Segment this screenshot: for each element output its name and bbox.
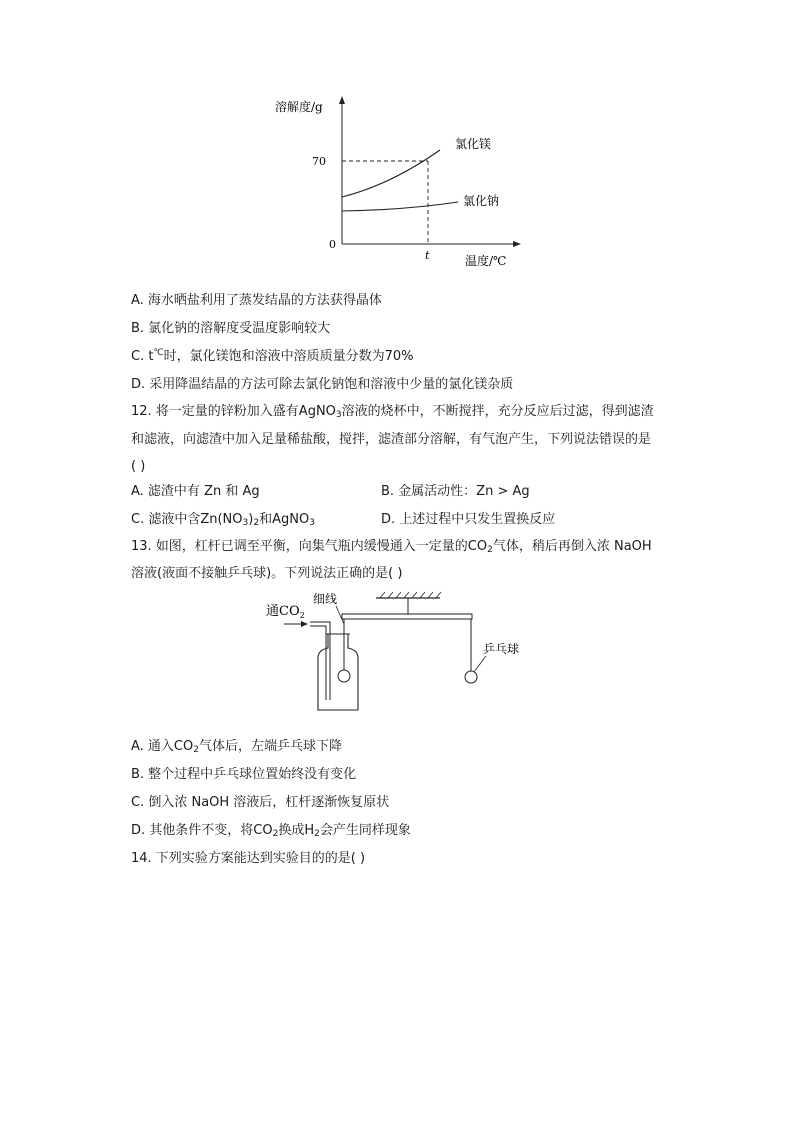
q12-line1-sub: 3 xyxy=(335,410,342,420)
ball-label: 乒乓球 xyxy=(483,642,520,656)
q13-option-d xyxy=(131,822,411,840)
tick-70: 70 xyxy=(312,155,326,168)
q13-line1-post: 气体，稍后再倒入浓 NaOH xyxy=(492,539,652,554)
q12-c-sub3: 3 xyxy=(309,518,315,528)
right-ping-pong-ball xyxy=(465,671,477,683)
q12-option-b: B. 金属活动性：Zn > Ag xyxy=(381,484,530,499)
q12-line3: ( ) xyxy=(131,459,146,474)
q12-line1-post: 溶液的烧杯中，不断搅拌，充分反应后过滤，得到滤渣 xyxy=(341,404,654,419)
q13-a-sub: 2 xyxy=(193,745,199,755)
q13-d-sub: 2 xyxy=(272,829,279,839)
q12-c-mid: ) xyxy=(248,512,254,527)
y-axis-arrow xyxy=(339,96,345,104)
q12-line1 xyxy=(131,403,654,421)
thread-label: 细线 xyxy=(313,592,338,606)
q12-line1-pre: 12. 将一定量的锌粉加入盛有AgNO xyxy=(131,404,336,419)
q12-c-pre: C. 滤液中含Zn(NO xyxy=(131,512,243,527)
q12-c-sub2: 2 xyxy=(253,518,260,528)
solubility-graph xyxy=(265,90,535,272)
co2-label xyxy=(266,604,305,620)
q12-option-c xyxy=(131,511,315,529)
co2-label-pre: 通CO xyxy=(266,604,300,619)
co2-label-sub: 2 xyxy=(299,611,305,620)
lever-bar xyxy=(342,614,472,619)
q11-option-b: B. 氯化钠的溶解度受温度影响较大 xyxy=(131,321,331,336)
q12-line2: 和滤液，向滤渣中加入足量稀盐酸，搅拌，滤渣部分溶解，有气泡产生，下列说法错误的是 xyxy=(131,432,652,447)
q11-c-post: 时，氯化镁饱和溶液中溶质质量分数为70% xyxy=(163,349,414,364)
q12-option-a: A. 滤渣中有 Zn 和 Ag xyxy=(131,484,260,499)
q13-line1 xyxy=(131,538,652,556)
ball-pointer xyxy=(474,656,486,672)
q12-option-d: D. 上述过程中只发生置换反应 xyxy=(381,512,556,527)
gas-bottle xyxy=(318,634,358,710)
q13-line2: 溶液(液面不接触乒乓球)。下列说法正确的是( ) xyxy=(131,566,403,581)
x-axis-arrow xyxy=(513,241,521,247)
q13-option-b: B. 整个过程中乒乓球位置始终没有变化 xyxy=(131,767,357,782)
y-axis-label: 溶解度/g xyxy=(275,100,323,114)
q13-line1-pre: 13. 如图，杠杆已调至平衡，向集气瓶内缓慢通入一定量的CO xyxy=(131,539,488,554)
q13-d-post: 会产生同样现象 xyxy=(319,823,411,838)
q11-c-pre: C. t xyxy=(131,349,154,364)
t-mark: t xyxy=(425,249,430,262)
q11-option-c xyxy=(131,348,413,366)
curve-mgcl2-label: 氯化镁 xyxy=(455,137,492,151)
q12-c-post: 和AgNO xyxy=(259,512,310,527)
q13-d-pre: D. 其他条件不变，将CO xyxy=(131,823,273,838)
origin-label: 0 xyxy=(329,238,336,251)
q13-line1-sub: 2 xyxy=(487,545,493,555)
x-axis-label: 温度/℃ xyxy=(465,254,507,268)
curve-nacl xyxy=(342,202,458,211)
q14-line1: 14. 下列实验方案能达到实验目的的是( ) xyxy=(131,851,366,866)
q11-option-d: D. 采用降温结晶的方法可除去氯化钠饱和溶液中少量的氯化镁杂质 xyxy=(131,377,514,392)
left-ping-pong-ball xyxy=(338,670,350,682)
q13-a-post: 气体后，左端乒乓球下降 xyxy=(198,739,342,754)
q13-option-a xyxy=(131,738,342,756)
q13-a-pre: A. 通入CO xyxy=(131,739,194,754)
q11-option-a: A. 海水晒盐利用了蒸发结晶的方法获得晶体 xyxy=(131,293,382,308)
ceiling-hatch xyxy=(380,592,441,598)
curve-nacl-label: 氯化钠 xyxy=(463,194,500,208)
q13-option-c: C. 倒入浓 NaOH 溶液后，杠杆逐渐恢复原状 xyxy=(131,795,390,810)
q13-d-sub2: 2 xyxy=(314,829,320,839)
curve-mgcl2 xyxy=(342,150,440,197)
q12-c-sub1: 3 xyxy=(242,518,249,528)
q13-d-mid: 换成H xyxy=(278,823,315,838)
co2-arrowhead xyxy=(301,621,308,627)
lever-diagram xyxy=(258,588,538,714)
q11-c-sup: ℃ xyxy=(153,348,164,358)
